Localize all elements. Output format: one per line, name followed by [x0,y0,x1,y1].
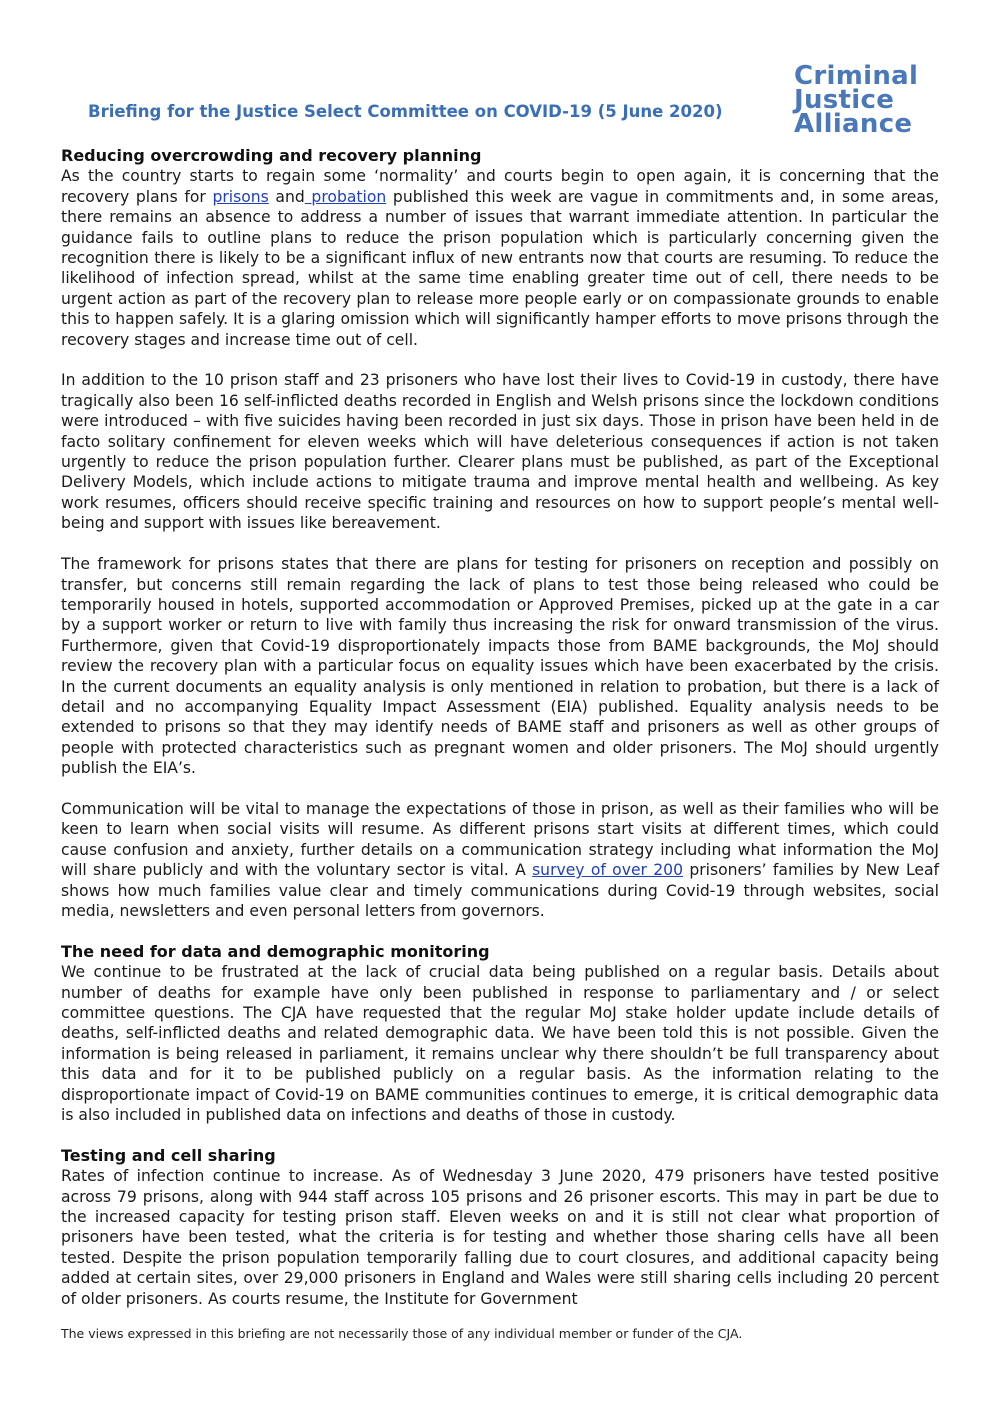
logo-line-criminal: Criminal [794,61,919,91]
section-heading-overcrowding: Reducing overcrowding and recovery planning [61,146,482,165]
paragraph-text: As the country starts to regain some ‘normality’ and courts begin to open again, it is concerning that the recovery plans for [61,167,939,206]
paragraph-text: published this week are vague in commitments and, in some areas, there remains an absence to address a number of issues that warrant immediate attention. In particular the guidance fails to outline plans to reduce the prison population which is particularly concerning given the recognition there is likely to be a significant influx of new entrants now that courts are resuming. To reduce the likelihood of infection spread, whilst at the same time enabling greater time out of cell, there needs to be urgent action as part of the recovery plan to release more people early or on compassionate grounds to enable this to happen safely. It is a glaring omission which will significantly hamper efforts to move prisons through the recovery stages and increase time out of cell. [61,187,940,349]
cja-logo [794,61,959,139]
paragraph-recovery-plans [61,166,939,350]
paragraph-deaths-in-custody: In addition to the 10 prison staff and 23 prisoners who have lost their lives to Covid-19 in custody, there have tragically also been 16 self-inflicted deaths recorded in English and Welsh prisons since the lockdown conditions were introduced – with five suicides having been recorded in just six days. Those in prison have been held in de facto solitary confinement for eleven weeks which will have deleterious consequences if action is not taken urgently to reduce the prison population further. Clearer plans must be published, as part of the Exceptional Delivery Models, which include actions to mitigate trauma and improve mental health and wellbeing. As key work resumes, officers should receive specific training and resources on how to support people’s mental well-being and support with issues like bereavement. [61,371,939,533]
paragraph-communication [61,799,939,921]
paragraph-text: Communication will be vital to manage the expectations of those in prison, as well as their families who will be keen to learn when social visits will resume. As different prisons start visits at different times, which could cause confusion and anxiety, further details on a communication strategy including what information the MoJ will share publicly and with the voluntary sector is vital. A [61,799,939,880]
paragraph-testing-cell-sharing: Rates of infection continue to increase. As of Wednesday 3 June 2020, 479 prisoners have tested positive across 79 prisons, along with 944 staff across 105 prisons and 26 prisoner escorts. This may in part be due to the increased capacity for testing prison staff. Eleven weeks on and it is still not clear what proportion of prisoners have been tested, what the criteria is for testing and whether those sharing cells have all been tested. Despite the prison population temporarily falling due to court closures, and additional capacity being added at certain sites, over 29,000 prisoners in England and Wales were still sharing cells including 20 percent of older prisoners. As courts resume, the Institute for Government [61,1167,939,1308]
paragraph-data-monitoring: We continue to be frustrated at the lack of crucial data being published on a regular basis. Details about number of deaths for example have only been published in response to parliamentary and / or select committee questions. The CJA have requested that the regular MoJ stake holder update include details of deaths, self-inflicted deaths and related demographic data. We have been told this is not possible. Given the information is being released in parliament, it remains unclear why there shouldn’t be full transparency about this data and for it to be published publicly on a regular basis. As the information relating to the disproportionate impact of Covid-19 on BAME communities continues to emerge, it is critical demographic data is also included in published data on infections and deaths of those in custody. [61,963,939,1125]
logo-line-alliance: Alliance [794,109,913,139]
briefing-title: Briefing for the Justice Select Committee on COVID-19 (5 June 2020) [88,102,723,121]
logo-line-justice: Justice [794,85,895,115]
section-heading-testing-cell-sharing: Testing and cell sharing [61,1145,276,1165]
prisons-link[interactable]: prisons [212,187,269,206]
document-body [61,146,939,1309]
probation-link[interactable]: probation [304,187,387,206]
paragraph-testing-framework: The framework for prisons states that there are plans for testing for prisoners on reception and possibly on transfer, but concerns still remain regarding the lack of plans to test those being released who could be temporarily housed in hotels, supported accommodation or Approved Premises, picked up at the gate in a car by a support worker or return to live with family thus increasing the risk for onward transmission of the virus. Furthermore, given that Covid-19 disproportionately impacts those from BAME backgrounds, the MoJ should review the recovery plan with a particular focus on equality issues which have been exacerbated by the crisis. In the current documents an equality analysis is only mentioned in relation to probation, but there is a lack of detail and no accompanying Equality Impact Assessment (EIA) published. Equality analysis needs to be extended to prisons so that they may identify needs of BAME staff and prisoners as well as other groups of people with protected characteristics such as pregnant women and older prisoners. The MoJ should urgently publish the EIA’s. [61,555,939,778]
survey-link[interactable]: survey of over 200 [532,861,684,880]
footer-disclaimer: The views expressed in this briefing are not necessarily those of any individual member or funder of the CJA. [61,1326,743,1341]
paragraph-text: prisoners’ families by New Leaf shows how much families value clear and timely communications during Covid-19 through websites, social media, newsletters and even personal letters from governors. [61,861,939,920]
paragraph-text: and [268,187,305,206]
section-heading-data-monitoring: The need for data and demographic monitoring [61,941,490,961]
